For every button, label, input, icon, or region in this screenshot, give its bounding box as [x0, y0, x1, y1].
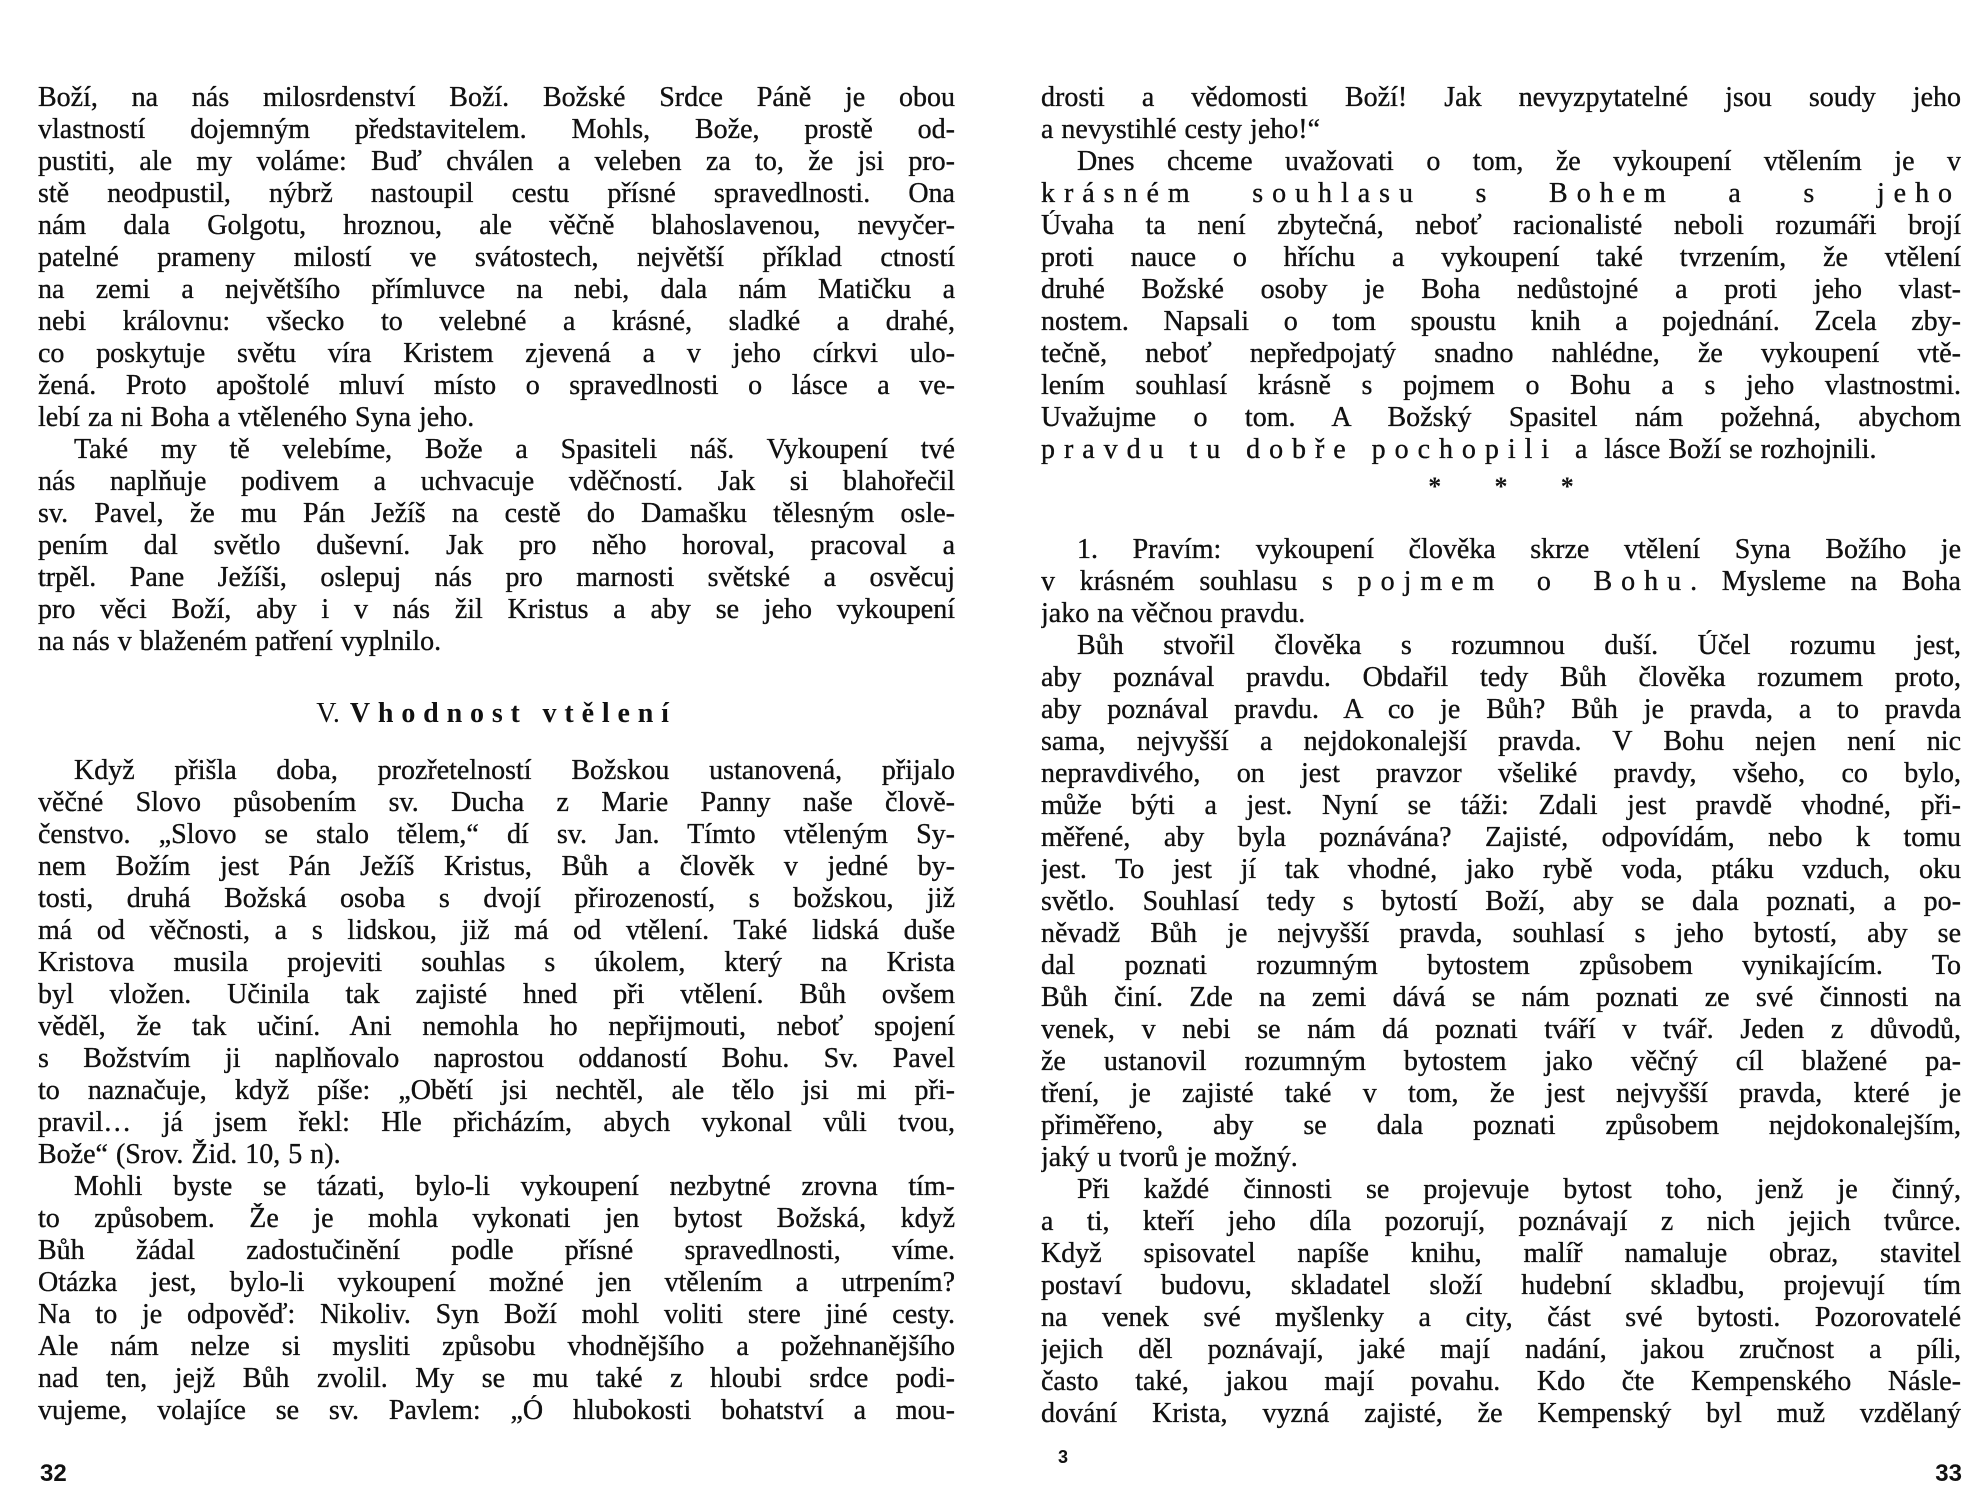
text-line	[1041, 1302, 1961, 1334]
text-line	[1041, 918, 1961, 950]
line-text: věčné Slovo působením sv. Ducha z Marie Panny naše člově-	[38, 787, 955, 818]
text-line	[38, 466, 955, 498]
line-text: jejich děl poznávají, jaké mají nadání, jakou zručnost a píli,	[1041, 1334, 1961, 1365]
text-line	[38, 851, 955, 883]
text-line	[38, 1075, 955, 1107]
text-line	[38, 82, 955, 114]
text-line	[1041, 82, 1961, 114]
text-line	[38, 146, 955, 178]
line-text: Dnes chceme uvažovati o tom, že vykoupení vtělením je v	[1077, 146, 1961, 177]
line-text: tření, je zajisté také v tom, že jest nejvyšší pravda, které je	[1041, 1078, 1961, 1109]
line-text: Bůh žádal zadostučinění podle přísné spravedlnosti, víme.	[38, 1235, 955, 1266]
text-line	[1041, 210, 1961, 242]
line-text: Uvažujme o tom. A Božský Spasitel nám požehná, abychom	[1041, 402, 1961, 433]
line-text: světlo. Souhlasí tedy s bytostí Boží, aby se dala poznati, a po-	[1041, 886, 1961, 917]
line-text: byl vložen. Učinila tak zajisté hned při vtělení. Bůh ovšem	[38, 979, 955, 1010]
text-line	[38, 915, 955, 947]
paragraph	[1041, 534, 1961, 630]
line-text: co poskytuje světu víra Kristem zjevená a v jeho církvi ulo-	[38, 338, 955, 369]
line-text: Při každé činnosti se projevuje bytost toho, jenž je činný,	[1077, 1174, 1961, 1205]
line-text: venek, v nebi se nám dá poznati tváří v tvář. Jeden z důvodů,	[1041, 1014, 1961, 1045]
line-text: to naznačuje, když píše: „Obětí jsi nechtěl, ale tělo jsi mi při-	[38, 1075, 955, 1106]
line-text: lásce Boží se rozhojnili.	[1596, 434, 1877, 465]
left-page-text-column	[38, 82, 955, 1427]
text-line	[1041, 822, 1961, 854]
text-line	[1041, 434, 1961, 466]
text-line	[1041, 598, 1961, 630]
text-line	[38, 1331, 955, 1363]
text-line	[38, 1299, 955, 1331]
text-line	[1041, 694, 1961, 726]
text-line	[1041, 758, 1961, 790]
text-line	[1041, 1238, 1961, 1270]
line-text: dování Krista, vyzná zajisté, že Kempenský byl muž vzdělaný	[1041, 1398, 1961, 1429]
text-line	[38, 530, 955, 562]
text-line	[38, 1139, 955, 1171]
line-text: čenstvo. „Slovo se stalo tělem,“ dí sv. Jan. Tímto vtěleným Sy-	[38, 819, 955, 850]
line-text: Kristova musila projeviti souhlas s úkolem, který na Krista	[38, 947, 955, 978]
line-text: vlastností dojemným představitelem. Mohls, Bože, prostě od-	[38, 114, 955, 145]
text-line	[38, 242, 955, 274]
left-page-number: 32	[40, 1460, 67, 1487]
text-line	[1041, 566, 1961, 598]
line-text: Ale nám nelze si mysliti způsobu vhodnějšího a požehnanějšího	[38, 1331, 955, 1362]
line-text: s Božstvím ji naplňovalo naprostou oddaností Bohu. Sv. Pavel	[38, 1043, 955, 1074]
text-line	[38, 626, 955, 658]
line-text: postaví budovu, skladatel složí hudební skladbu, projevují tím	[1041, 1270, 1961, 1301]
text-line	[38, 434, 955, 466]
text-line	[38, 1171, 955, 1203]
paragraph	[1041, 82, 1961, 146]
line-text: věděl, že tak učiní. Ani nemohla ho nepřijmouti, neboť spojení	[38, 1011, 955, 1042]
text-line	[38, 1043, 955, 1075]
line-text: tosti, druhá Božská osoba s dvojí přirozeností, s božskou, již	[38, 883, 955, 914]
text-line	[1041, 146, 1961, 178]
text-line	[38, 402, 955, 434]
line-text: aby poznával pravdu. Obdařil tedy Bůh člověka rozumem proto,	[1041, 662, 1961, 693]
line-text: druhé Božské osoby je Boha nedůstojné a proti jeho vlast-	[1041, 274, 1961, 305]
paragraph	[38, 1171, 955, 1427]
line-text: nad ten, jejž Bůh zvolil. My se mu také z hloubi srdce podi-	[38, 1363, 955, 1394]
line-text: to způsobem. Že je mohla vykonati jen bytost Božská, když	[38, 1203, 955, 1234]
text-line	[1041, 630, 1961, 662]
text-line	[38, 979, 955, 1011]
line-text: dal poznati rozumným bytostem způsobem vynikajícím. To	[1041, 950, 1961, 981]
line-text: sama, nejvyšší a nejdokonalejší pravda. V Bohu nejen není nic	[1041, 726, 1961, 757]
text-line	[1041, 1366, 1961, 1398]
text-line	[38, 1203, 955, 1235]
text-line	[38, 338, 955, 370]
line-text: často také, jakou mají povahu. Kdo čte Kempenského Násle-	[1041, 1366, 1961, 1397]
line-text: má od věčnosti, a s lidskou, již má od vtělení. Také lidská duše	[38, 915, 955, 946]
text-line	[1041, 1110, 1961, 1142]
line-text: na nás v blaženém patření vyplnilo.	[38, 626, 442, 657]
line-text: a ti, kteří jeho díla pozorují, poznávají z nich jejich tvůrce.	[1041, 1206, 1961, 1237]
paragraph	[38, 755, 955, 1171]
text-line	[38, 1235, 955, 1267]
text-line	[1041, 1206, 1961, 1238]
text-line	[1041, 534, 1961, 566]
text-line	[1041, 114, 1961, 146]
text-line	[1041, 726, 1961, 758]
line-text: drosti a vědomosti Boží! Jak nevyzpytatelné jsou soudy jeho	[1041, 82, 1961, 113]
line-text: patelné prameny milostí ve svátostech, největší příklad ctností	[38, 242, 955, 273]
text-line	[1041, 306, 1961, 338]
line-text: proti nauce o hříchu a vykoupení také tvrzením, že vtělení	[1041, 242, 1961, 273]
text-line	[1041, 1398, 1961, 1430]
text-line	[38, 1011, 955, 1043]
section-number: V.	[316, 698, 340, 729]
line-text: Bůh činí. Zde na zemi dává se nám poznati ze své činnosti na	[1041, 982, 1961, 1013]
text-line	[1041, 370, 1961, 402]
line-text: aby poznával pravdu. A co je Bůh? Bůh je pravda, a to pravda	[1041, 694, 1961, 725]
line-text: nepravdivého, on jest pravzor všeliké pravdy, všeho, co bylo,	[1041, 758, 1961, 789]
line-text: Když přišla doba, prozřetelností Božskou ustanovená, přijalo	[74, 755, 955, 786]
line-text: pustiti, ale my voláme: Buď chválen a veleben za to, že jsi pro-	[38, 146, 955, 177]
line-text: Bůh stvořil člověka s rozumnou duší. Účel rozumu jest,	[1077, 630, 1961, 661]
line-text: . Mysleme na Boha	[1690, 566, 1961, 597]
paragraph	[38, 434, 955, 658]
line-text: může býti a jest. Nyní se táži: Zdali jest pravdě vhodné, při-	[1041, 790, 1961, 821]
text-line	[1041, 1046, 1961, 1078]
text-line	[38, 306, 955, 338]
line-text: jaký u tvorů je možný.	[1041, 1142, 1298, 1173]
text-line	[1041, 402, 1961, 434]
line-text: trpěl. Pane Ježíši, oslepuj nás pro marnosti světské a osvěcuj	[38, 562, 955, 593]
section-title: Vhodnost vtělení	[349, 698, 677, 729]
text-line	[38, 210, 955, 242]
text-line	[38, 498, 955, 530]
text-line	[38, 562, 955, 594]
text-line	[1041, 1270, 1961, 1302]
line-text: 1. Pravím: vykoupení člověka skrze vtělení Syna Božího je	[1077, 534, 1961, 565]
section-heading	[38, 698, 955, 730]
text-line	[1041, 274, 1961, 306]
line-text: nás naplňuje podivem a uchvacuje vděčností. Jak si blahořečil	[38, 466, 955, 497]
line-text: že ustanovil rozumným bytostem jako věčný cíl blažené pa-	[1041, 1046, 1961, 1077]
line-text: něvadž Bůh je nejvyšší pravda, souhlasí s jeho bytostí, aby se	[1041, 918, 1961, 949]
text-line	[38, 1107, 955, 1139]
text-line	[38, 1395, 955, 1427]
text-line	[38, 883, 955, 915]
paragraph	[1041, 1174, 1961, 1430]
text-line	[1041, 950, 1961, 982]
line-text: na venek své myšlenky a city, část své bytosti. Pozorovatelé	[1041, 1302, 1961, 1333]
line-text: v krásném souhlasu s	[1041, 566, 1358, 597]
line-text: měřené, aby byla poznávána? Zajisté, odpovídám, nebo k tomu	[1041, 822, 1961, 853]
text-line	[1041, 854, 1961, 886]
line-text: nebi královnu: všecko to velebné a krásné, sladké a drahé,	[38, 306, 955, 337]
line-text: sv. Pavel, že mu Pán Ježíš na cestě do Damašku tělesným osle-	[38, 498, 955, 529]
line-text: Na to je odpověď: Nikoliv. Syn Boží mohl voliti stere jiné cesty.	[38, 1299, 955, 1330]
line-text: lením souhlasí krásně s pojmem o Bohu a s jeho vlastnostmi.	[1041, 370, 1961, 401]
text-line	[38, 114, 955, 146]
line-text: lebí za ni Boha a vtěleného Syna jeho.	[38, 402, 475, 433]
signature-mark: 3	[1058, 1447, 1069, 1467]
text-line	[38, 1267, 955, 1299]
line-text: nostem. Napsali o tom spoustu knih a pojednání. Zcela zby-	[1041, 306, 1961, 337]
text-line	[38, 178, 955, 210]
line-text: nám dala Golgotu, hroznou, ale věčně blahoslavenou, nevyčer-	[38, 210, 955, 241]
text-line	[38, 787, 955, 819]
text-line	[38, 819, 955, 851]
text-line	[38, 594, 955, 626]
line-text: pravil… já jsem řekl: Hle přicházím, abych vykonal vůli tvou,	[38, 1107, 955, 1138]
line-text: přiměřeno, aby se dala poznati způsobem nejdokonalejším,	[1041, 1110, 1961, 1141]
line-text: Když spisovatel napíše knihu, malíř namaluje obraz, stavitel	[1041, 1238, 1961, 1269]
text-line	[1041, 1334, 1961, 1366]
emphasized-text: pravdu tu dobře pochopili a	[1041, 434, 1597, 465]
line-text: a nevystihlé cesty jeho!“	[1041, 114, 1321, 145]
text-line	[1041, 790, 1961, 822]
line-text: Boží, na nás milosrdenství Boží. Božské Srdce Páně je obou	[38, 82, 955, 113]
right-page-number: 33	[1935, 1460, 1962, 1487]
line-text: Také my tě velebíme, Bože a Spasiteli náš. Vykoupení tvé	[74, 434, 955, 465]
text-line	[38, 370, 955, 402]
line-text: pro věci Boží, aby i v nás žil Kristus a aby se jeho vykoupení	[38, 594, 955, 625]
line-text: Mohli byste se tázati, bylo-li vykoupení nezbytné zrovna tím-	[74, 1171, 955, 1202]
text-line	[1041, 982, 1961, 1014]
paragraph	[1041, 630, 1961, 1174]
paragraph	[38, 82, 955, 434]
text-line	[1041, 1014, 1961, 1046]
line-text: jako na věčnou pravdu.	[1041, 598, 1306, 629]
asterisk-separator: * * *	[1428, 472, 1598, 501]
text-line	[38, 1363, 955, 1395]
line-text: stě neodpustil, nýbrž nastoupil cestu přísné spravedlnosti. Ona	[38, 178, 955, 209]
paragraph	[1041, 146, 1961, 466]
text-line	[38, 274, 955, 306]
line-text: pením dal světlo duševní. Jak pro něho horoval, pracoval a	[38, 530, 955, 561]
right-page-text-column	[1041, 82, 1961, 1430]
text-line	[1041, 662, 1961, 694]
line-text: Otázka jest, bylo-li vykoupení možné jen vtělením a utrpením?	[38, 1267, 955, 1298]
text-line	[1041, 338, 1961, 370]
line-text: nem Božím jest Pán Ježíš Kristus, Bůh a člověk v jedné by-	[38, 851, 955, 882]
text-line	[38, 755, 955, 787]
emphasized-text: pojmem o Bohu	[1357, 566, 1691, 597]
text-line	[1041, 242, 1961, 274]
line-text: žená. Proto apoštolé mluví místo o spravedlnosti o lásce a ve-	[38, 370, 955, 401]
line-text: jest. To jest jí tak vhodné, jako rybě voda, ptáku vzduch, oku	[1041, 854, 1961, 885]
line-text: na zemi a největšího přímluvce na nebi, dala nám Matičku a	[38, 274, 955, 305]
line-text: Úvaha ta není zbytečná, neboť racionalisté neboli rozumáři brojí	[1041, 210, 1961, 241]
line-text: Bože“ (Srov. Žid. 10, 5 n).	[38, 1139, 341, 1170]
text-line	[1041, 1142, 1961, 1174]
line-text: tečně, neboť nepředpojatý snadno nahlédne, že vykoupení vtě-	[1041, 338, 1961, 369]
emphasized-text: krásném souhlasu s Bohem a s jeho	[1041, 178, 1961, 209]
text-line	[1041, 1078, 1961, 1110]
text-line	[1041, 1174, 1961, 1206]
line-text: vujeme, volajíce se sv. Pavlem: „Ó hlubokosti bohatství a mou-	[38, 1395, 955, 1426]
text-line	[1041, 178, 1961, 210]
text-line	[38, 947, 955, 979]
text-line	[1041, 886, 1961, 918]
